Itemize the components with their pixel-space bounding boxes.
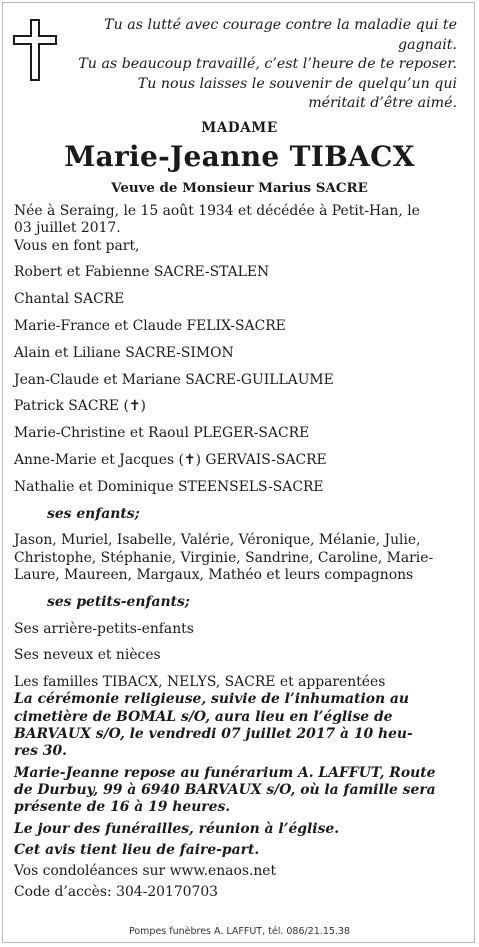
deceased-name: Marie-Jeanne TIBACX (64, 140, 415, 173)
child-line: Nathalie et Dominique STEENSELS-SACRE (14, 478, 324, 495)
poem-line: Tu as beaucoup travaillé, c’est l’heure de te reposer. (78, 56, 457, 73)
title: MADAME (201, 120, 278, 136)
poem (77, 16, 457, 114)
child-line: Chantal SACRE (14, 291, 125, 308)
condolences-line: Vos condoléances sur www.enaos.net (14, 863, 277, 880)
grandchildren-line: Christophe, Stéphanie, Virginie, Sandrine, Caroline, Marie- (14, 549, 434, 566)
child-line: Alain et Liliane SACRE-SIMON (14, 344, 234, 361)
poem-line: méritait d’être aimé. (308, 95, 457, 112)
reunion-line: Le jour des funérailles, réunion à l’église. (14, 820, 340, 837)
poem-line: Tu nous laisses le souvenir de quelqu’un qui (137, 75, 457, 92)
grandchildren-line: Laure, Maureen, Margaux, Mathéo et leurs compagnons (14, 566, 414, 583)
birth-death-line: Née à Seraing, le 15 août 1934 et décédée à Petit-Han, le (14, 203, 420, 219)
birth-death-line: 03 juillet 2017. (14, 220, 121, 237)
footer: Pompes funèbres A. LAFFUT, tél. 086/21.15.38 (128, 926, 351, 937)
funerarium-line: Marie-Jeanne repose au funérarium A. LAFFUT, Route (14, 764, 436, 781)
announce: Vous en font part, (14, 237, 140, 254)
grandchildren-line: Jason, Muriel, Isabelle, Valérie, Véronique, Mélanie, Julie, (14, 532, 421, 549)
other-line: Ses neveux et nièces (14, 647, 161, 664)
child-line: Anne-Marie et Jacques (✝) GERVAIS-SACRE (14, 451, 327, 468)
child-line: Marie-France et Claude FELIX-SACRE (14, 317, 286, 334)
other-line: Ses arrière-petits-enfants (14, 620, 194, 637)
access-code: Code d’accès: 304-20170703 (14, 884, 219, 901)
ceremony-line: cimetière de BOMAL s/O, aura lieu en l’église de (14, 708, 393, 725)
ceremony-line: res 30. (14, 743, 67, 760)
child-line: Marie-Christine et Raoul PLEGER-SACRE (14, 425, 310, 442)
child-line: Patrick SACRE (✝) (14, 398, 146, 415)
grandchildren-label: ses petits-enfants; (47, 593, 190, 610)
notice-body (14, 203, 466, 902)
widow-of: Veuve de Monsieur Marius SACRE (111, 180, 368, 196)
ceremony-line: BARVAUX s/O, le vendredi 07 juillet 2017 à 10 heu- (14, 726, 413, 743)
poem-line: Tu as lutté avec courage contre la maladie qui te (104, 17, 457, 33)
children-label: ses enfants; (47, 505, 140, 522)
ceremony-line: La cérémonie religieuse, suivie de l’inhumation au (14, 691, 410, 708)
child-line: Robert et Fabienne SACRE-STALEN (14, 264, 270, 281)
notice-line: Cet avis tient lieu de faire-part. (14, 841, 260, 858)
other-line: Les familles TIBACX, NELYS, SACRE et apparentées (14, 674, 386, 691)
child-line: Jean-Claude et Mariane SACRE-GUILLAUME (14, 371, 334, 388)
funerarium-line: présente de 16 à 19 heures. (14, 799, 231, 816)
funerarium-line: de Durbuy, 99 à 6940 BARVAUX s/O, où la famille sera (14, 781, 436, 798)
poem-line: gagnait. (398, 36, 457, 53)
cross-icon (12, 18, 58, 82)
